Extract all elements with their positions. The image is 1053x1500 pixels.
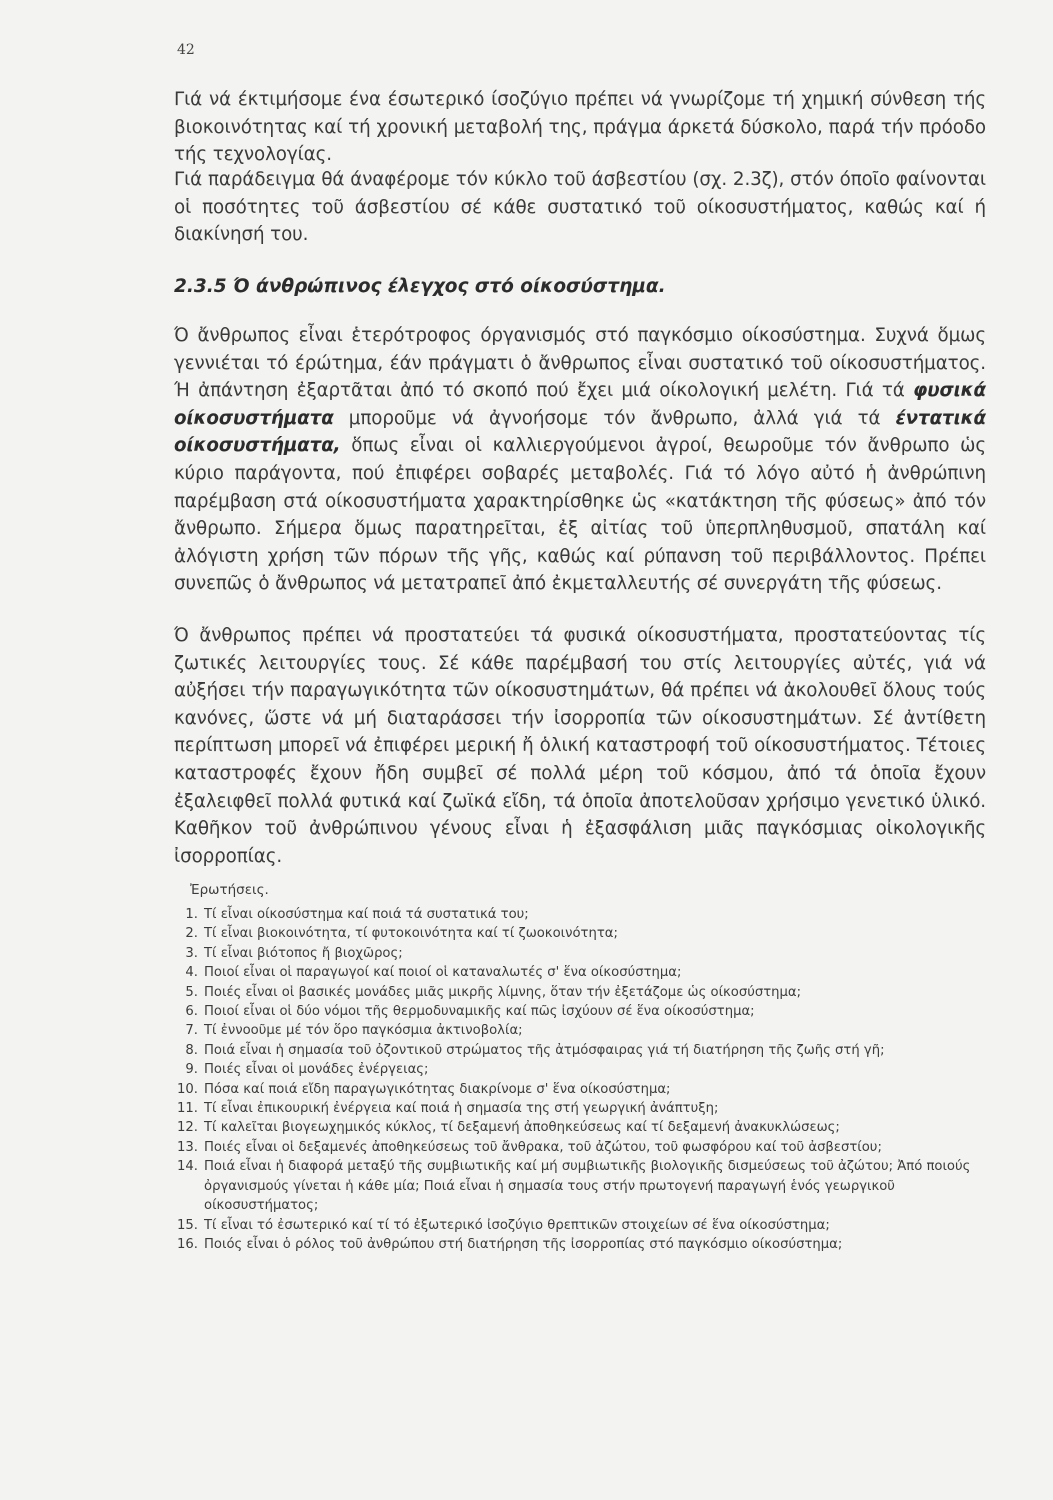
question-number: 16. — [177, 1236, 198, 1252]
question-item — [176, 1235, 988, 1254]
question-text: Ποιά εἶναι ἡ διαφορά μεταξύ τῆς συμβιωτικῆς καί μή συμβιωτικῆς βιολογικῆς δισμεύσεως τοῦ ἀζώτου; Ἀπό ποιούς ὀργανισμούς γίνεται ἡ κάθε μία; Ποιά εἶναι ἡ σημασία τους στήν πρωτογενή παραγωγή ἑνός γεωργικοῦ οίκοσυστήματος; — [204, 1159, 971, 1214]
question-number: 5. — [185, 984, 198, 1000]
question-item — [176, 1138, 988, 1157]
question-item — [176, 905, 988, 924]
question-text: Ποιές εἶναι οἱ δεξαμενές ἀποθηκεύσεως τοῦ ἄνθρακα, τοῦ ἀζώτου, τοῦ φωσφόρου καί τοῦ ἀσβεστίου; — [204, 1139, 882, 1155]
paragraph-intro-1: Γιά νά έκτιμήσομε ένα έσωτερικό ίσοζύγιο πρέπει νά γνωρίζομε τή χημική σύνθεση τής βιοκοινότητας καί τή χρονική μεταβολή της, πράγμα άρκετά δύσκολο, παρά τήν πρόοδο τής τεχνολογίας. — [174, 89, 986, 166]
page-number: 42 — [177, 42, 195, 58]
question-text: Ποιά εἶναι ἡ σημασία τοῦ ὀζοντικοῦ στρώματος τῆς ἀτμόσφαιρας γιά τή διατήρηση τῆς ζωῆς στή γῆ; — [204, 1042, 885, 1058]
paragraph-text: ὅπως εἶναι οἱ καλλιεργούμενοι ἀγροί, θεωροῦμε τόν ἄνθρωπο ὡς κύριο παράγοντα, πού ἐπιφέρει σοβαρές μεταβολές. Γιά τό λόγο αὐτό ἡ ἀνθρώπινη παρέμβαση στά οίκοσυστήματα χαρακτηρίσθηκε ὡς «κατάκτηση τῆς φύσεως» ἀπό τόν ἄνθρωπο. Σήμερα ὅμως παρατηρεῖται, ἐξ αἰτίας τοῦ ὑπερπληθυσμοῦ, σπατάλη καί ἀλόγιστη χρήση τῶν πόρων τῆς γῆς, καθώς καί ρύπανση τοῦ περιβάλλοντος. Πρέπει συνεπῶς ὁ ἄνθρωπος νά μετατραπεῖ ἀπό ἐκμεταλλευτής σέ συνεργάτη τῆς φύσεως. — [174, 435, 986, 595]
question-text: Τί εἶναι τό ἐσωτερικό καί τί τό ἐξωτερικό ἰσοζύγιο θρεπτικῶν στοιχείων σέ ἕνα οίκοσύστημα; — [204, 1217, 830, 1233]
question-number: 7. — [185, 1023, 198, 1039]
question-item — [176, 1080, 988, 1099]
question-text: Ποιός εἶναι ὁ ρόλος τοῦ ἀνθρώπου στή διατήρηση τῆς ἰσορροπίας στό παγκόσμιο οίκοσύστημα; — [204, 1236, 843, 1252]
question-number: 2. — [185, 926, 198, 942]
questions-list — [176, 905, 988, 1254]
question-number: 11. — [177, 1101, 198, 1117]
question-number: 12. — [177, 1120, 198, 1136]
question-item — [176, 1041, 988, 1060]
question-item — [176, 944, 988, 963]
question-item — [176, 1021, 988, 1040]
question-text: Τί εἶναι ἐπικουρική ἐνέργεια καί ποιά ἡ σημασία της στή γεωργική ἀνάπτυξη; — [204, 1101, 719, 1117]
paragraph-intro-2: Γιά παράδειγμα θά άναφέρομε τόν κύκλο τοῦ άσβεστίου (σχ. 2.3ζ), στόν όποῖο φαίνονται οἱ ποσότητες τοῦ άσβεστίου σέ κάθε συστατικό τοῦ οίκοσυστήματος, καθώς καί ή διακίνησή του. — [174, 169, 986, 246]
question-number: 13. — [177, 1139, 198, 1155]
section-paragraph-1 — [174, 322, 986, 598]
question-text: Πόσα καί ποιά εἴδη παραγωγικότητας διακρίνομε σ' ἕνα οίκοσύστημα; — [204, 1081, 671, 1097]
question-number: 4. — [185, 965, 198, 981]
questions-section — [176, 882, 988, 1254]
question-item — [176, 1157, 988, 1215]
question-item — [176, 1099, 988, 1118]
question-text: Τί εἶναι βιοκοινότητα, τί φυτοκοινότητα καί τί ζωοκοινότητα; — [204, 926, 618, 942]
question-text: Τί εἶναι βιότοπος ἤ βιοχῶρος; — [204, 945, 403, 961]
question-item — [176, 1002, 988, 1021]
section-paragraph-2: Ό ἄνθρωπος πρέπει νά προστατεύει τά φυσικά οίκοσυστήματα, προστατεύοντας τίς ζωτικές λειτουργίες τους. Σέ κάθε παρέμβασή του στίς λειτουργίες αὐτές, γιά νά αὐξήσει τήν παραγωγικότητα τῶν οίκοσυστημάτων, θά πρέπει νά ἀκολουθεῖ ὅλους τούς κανόνες, ὥστε νά μή διαταράσσει τήν ἰσορροπία τῶν οίκοσυστημάτων. Σέ ἀντίθετη περίπτωση μπορεῖ νά ἐπιφέρει μερική ἤ ὁλική καταστροφή τοῦ οίκοσυστήματος. Τέτοιες καταστροφές ἔχουν ἤδη συμβεῖ σέ πολλά μέρη τοῦ κόσμου, ἀπό τά ὁποῖα ἔχουν ἐξαλειφθεῖ πολλά φυτικά καί ζωϊκά εἴδη, τά ὁποῖα ἀποτελοῦσαν χρήσιμο γενετικό ὑλικό. Καθῆκον τοῦ ἀνθρώπινου γένους εἶναι ἡ ἐξασφάλιση μιᾶς παγκόσμιας οἰκολογικῆς ἰσορροπίας. — [174, 625, 986, 867]
emphasized-term: έντατικά οίκοσυστήματα, — [174, 407, 986, 457]
question-text: Ποιές εἶναι οἱ βασικές μονάδες μιᾶς μικρῆς λίμνης, ὅταν τήν ἐξετάζομε ὡς οίκοσύστημα; — [204, 984, 802, 1000]
question-item — [176, 1060, 988, 1079]
question-text: Τί ἐννοοῦμε μέ τόν ὅρο παγκόσμια ἀκτινοβολία; — [204, 1023, 523, 1039]
section-heading: 2.3.5 Ό άνθρώπινος έλεγχος στό οίκοσύστημα. — [174, 276, 666, 297]
question-number: 1. — [185, 907, 198, 922]
question-item — [176, 963, 988, 982]
emphasized-term: φυσικά οίκοσυστήματα — [174, 380, 986, 429]
question-number: 9. — [185, 1062, 198, 1078]
question-item — [176, 983, 988, 1002]
question-text: Ποιοί εἶναι οἱ δύο νόμοι τῆς θερμοδυναμικῆς καί πῶς ἰσχύουν σέ ἕνα οίκοσύστημα; — [204, 1004, 755, 1020]
question-number: 3. — [185, 945, 198, 961]
question-item — [176, 1118, 988, 1137]
question-item — [176, 924, 988, 943]
question-number: 8. — [185, 1042, 198, 1058]
paragraph-text: Ό ἄνθρωπος εἶναι ἑτερότροφος όργανισμός στό παγκόσμιο οίκοσύστημα. Συχνά ὅμως γεννιέται τό έρώτημα, έάν πράγματι ὁ ἄνθρωπος εἶναι συστατικό τοῦ οίκοσυστήματος. Ή ἀπάντηση ἐξαρτᾶται ἀπό τό σκοπό πού ἔχει μιά οίκολογική μελέτη. Γιά τά — [174, 325, 986, 402]
question-number: 15. — [177, 1217, 198, 1233]
question-text: Τί καλεῖται βιογεωχημικός κύκλος, τί δεξαμενή ἀποθηκεύσεως καί τί δεξαμενή ἀνακυκλώσεως; — [204, 1120, 840, 1136]
questions-title: Ἐρωτήσεις. — [190, 882, 269, 898]
question-number: 14. — [177, 1159, 198, 1175]
question-number: 10. — [177, 1081, 198, 1097]
question-text: Ποιές εἶναι οἱ μονάδες ἐνέργειας; — [204, 1062, 429, 1078]
question-number: 6. — [185, 1004, 198, 1020]
question-item — [176, 1216, 988, 1235]
paragraph-text: μποροῦμε νά ἀγνοήσομε τόν ἄνθρωπο, ἀλλά γιά τά — [333, 407, 896, 429]
question-text: Ποιοί εἶναι οἱ παραγωγοί καί ποιοί οἱ καταναλωτές σ' ἕνα οίκοσύστημα; — [204, 965, 682, 981]
question-text: Τί εἶναι οίκοσύστημα καί ποιά τά συστατικά του; — [204, 907, 529, 922]
